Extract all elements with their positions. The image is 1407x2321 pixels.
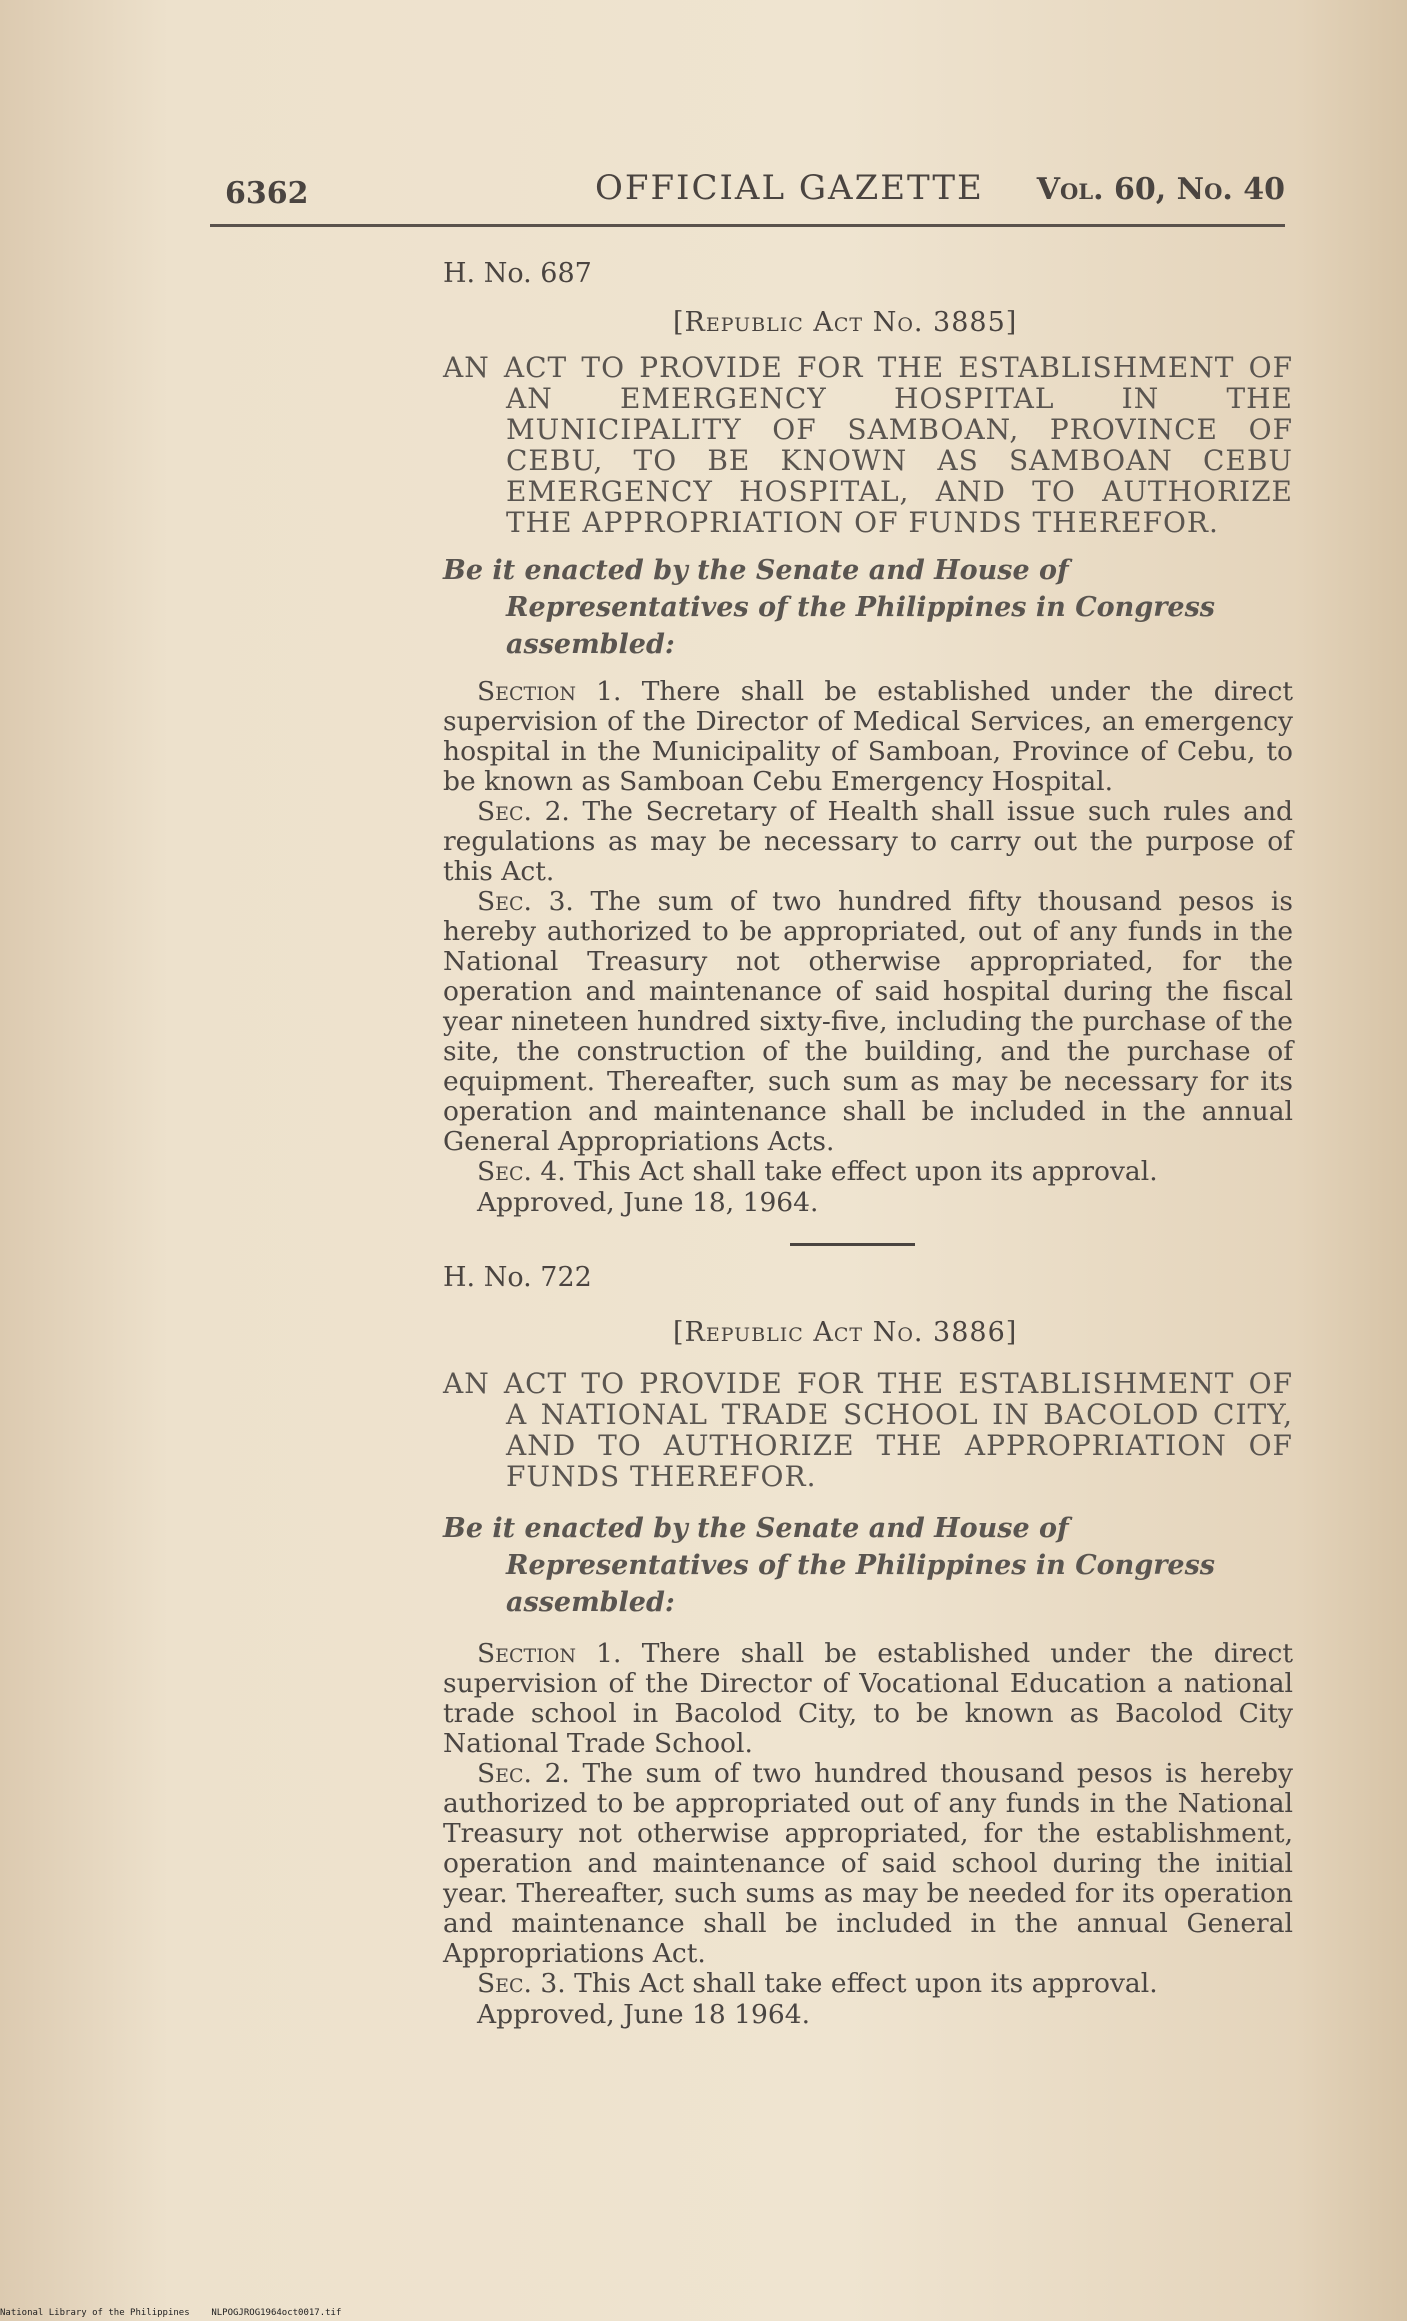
act-body bbox=[443, 677, 1293, 1187]
section-label: Sec. 3. bbox=[477, 1968, 566, 1999]
section-label: Sec. 3. bbox=[477, 886, 574, 917]
publication-title: OFFICIAL GAZETTE bbox=[595, 168, 984, 208]
section-paragraph bbox=[443, 1157, 1293, 1187]
page-number: 6362 bbox=[225, 176, 309, 211]
file-name: NLPOGJROG1964oct0017.tif bbox=[211, 2308, 342, 2318]
page-header bbox=[225, 162, 1285, 222]
act-title: AN ACT TO PROVIDE FOR THE ESTABLISHMENT OF AN EMERGENCY HOSPITAL IN THE MUNICIPALITY OF SAMBOAN, PROVINCE OF CEBU, TO BE KNOWN AS SAMBOAN CEBU EMERGENCY HOSPITAL, AND TO AUTHORIZE THE APPROPRIATION OF FUNDS THEREFOR. bbox=[443, 351, 1293, 539]
act-body bbox=[443, 1639, 1293, 1999]
act-block-2 bbox=[443, 1262, 1293, 2030]
approval-date: Approved, June 18 1964. bbox=[477, 1999, 811, 2030]
republic-act-number: [Republic Act No. 3885] bbox=[673, 307, 1018, 338]
section-paragraph bbox=[443, 797, 1293, 887]
section-label: Sec. 2. bbox=[477, 796, 570, 827]
header-rule bbox=[210, 224, 1285, 227]
section-text: This Act shall take effect upon its approval. bbox=[574, 1156, 1158, 1187]
section-label: Sec. 4. bbox=[477, 1156, 566, 1187]
scan-footer bbox=[0, 2308, 341, 2318]
section-text: The sum of two hundred thousand pesos is hereby authorized to be appropriated out of any funds in the National Treasury not otherwise appropriated, for the establishment, operation and maintenance of said school during the initial year. Thereafter, such sums as may be needed for its operation and maintenance shall be included in the annual General Appropriations Act. bbox=[443, 1758, 1293, 1969]
section-text: There shall be established under the direct supervision of the Director of Medical Services, an emergency hospital in the Municipality of Samboan, Province of Cebu, to be known as Samboan Cebu Emergency Hospital. bbox=[443, 676, 1293, 797]
section-paragraph bbox=[443, 887, 1293, 1157]
section-label: Section 1. bbox=[477, 1638, 622, 1669]
section-paragraph bbox=[443, 1639, 1293, 1759]
library-name: National Library of the Philippines bbox=[0, 2308, 190, 2318]
section-text: The Secretary of Health shall issue such rules and regulations as may be necessary to carry out the purpose of this Act. bbox=[443, 796, 1293, 887]
enacting-clause: Be it enacted by the Senate and House of Representatives of the Philippines in Congress assembled: bbox=[443, 555, 1216, 660]
volume-number: Vol. 60, No. 40 bbox=[1036, 172, 1285, 207]
section-paragraph bbox=[443, 677, 1293, 797]
republic-act-number: [Republic Act No. 3886] bbox=[673, 1317, 1018, 1348]
section-text: The sum of two hundred fifty thousand pesos is hereby authorized to be appropriated, out of any funds in the National Treasury not otherwise appropriated, for the operation and maintenance of said hospital during the fiscal year nineteen hundred sixty-five, including the purchase of the site, the construction of the building, and the purchase of equipment. Thereafter, such sum as may be necessary for its operation and maintenance shall be included in the annual General Appropriations Acts. bbox=[443, 886, 1293, 1157]
section-text: There shall be established under the direct supervision of the Director of Vocational Education a national trade school in Bacolod City, to be known as Bacolod City National Trade School. bbox=[443, 1638, 1293, 1759]
house-number: H. No. 687 bbox=[443, 258, 592, 289]
section-divider bbox=[790, 1243, 915, 1246]
section-label: Section 1. bbox=[477, 676, 622, 707]
section-label: Sec. 2. bbox=[477, 1758, 570, 1789]
enacting-clause: Be it enacted by the Senate and House of Representatives of the Philippines in Congress assembled: bbox=[443, 1513, 1216, 1618]
section-paragraph bbox=[443, 1969, 1293, 1999]
approval-date: Approved, June 18, 1964. bbox=[477, 1187, 819, 1218]
section-paragraph bbox=[443, 1759, 1293, 1969]
act-title: AN ACT TO PROVIDE FOR THE ESTABLISHMENT OF A NATIONAL TRADE SCHOOL IN BACOLOD CITY, AND TO AUTHORIZE THE APPROPRIATION OF FUNDS THEREFOR. bbox=[443, 1367, 1293, 1493]
act-block-1 bbox=[443, 258, 1293, 1218]
house-number: H. No. 722 bbox=[443, 1262, 592, 1293]
section-text: This Act shall take effect upon its approval. bbox=[574, 1968, 1158, 1999]
